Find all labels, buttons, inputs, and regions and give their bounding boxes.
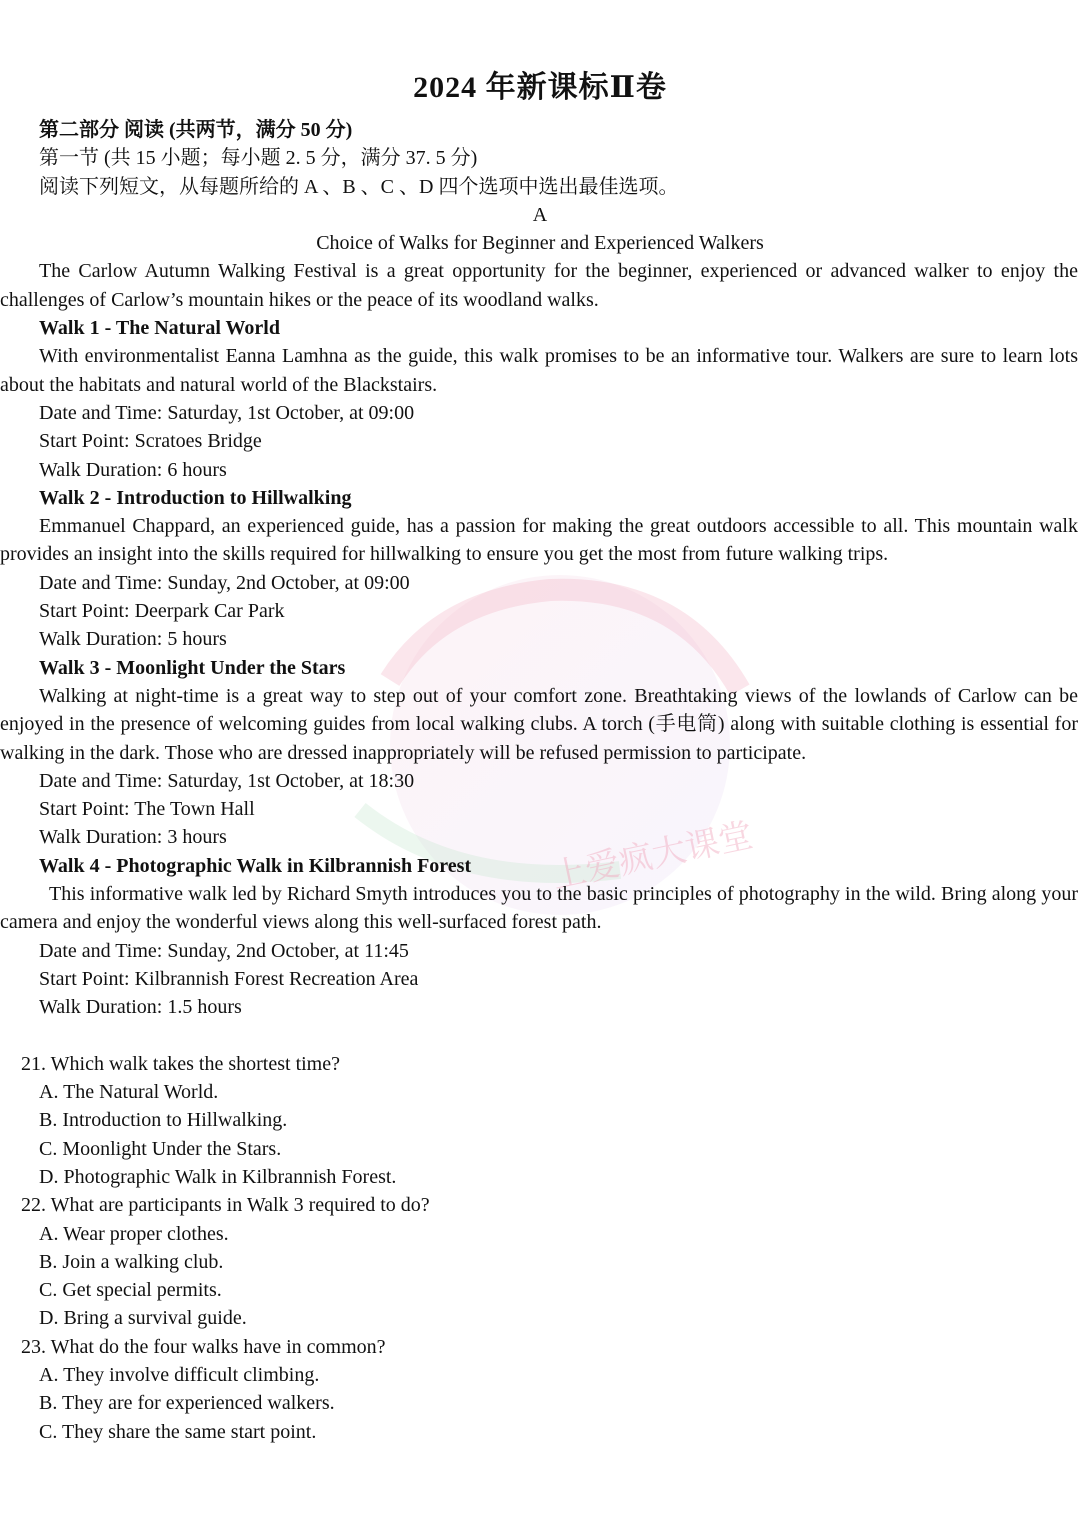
walk-description-text: This informative walk led by Richard Smyth introduces you to the basic principles of photography in the wild. Bring along your camera and enjoy the wonderful views along this well-surfaced forest path.: [0, 883, 1078, 934]
walk-heading: Walk 1 - The Natural World: [39, 317, 280, 340]
walk-duration: Walk Duration: 5 hours: [39, 628, 227, 651]
walk-duration: Walk Duration: 1.5 hours: [39, 996, 242, 1019]
walk-duration: Walk Duration: 3 hours: [39, 826, 227, 849]
walk-description: [0, 880, 1080, 937]
walk-description: [0, 682, 1080, 767]
question-stem: 21. Which walk takes the shortest time?: [21, 1052, 340, 1075]
walk-heading: Walk 2 - Introduction to Hillwalking: [39, 486, 352, 509]
question-stem: 22. What are participants in Walk 3 required to do?: [21, 1194, 430, 1217]
passage-label: A: [532, 203, 548, 226]
walk-start: Start Point: Kilbrannish Forest Recreation Area: [39, 967, 419, 990]
answer-option: B. Introduction to Hillwalking.: [39, 1109, 288, 1132]
walk-date: Date and Time: Saturday, 1st October, at 18:30: [39, 769, 415, 792]
walk-heading: Walk 3 - Moonlight Under the Stars: [39, 656, 346, 679]
walk-description-text: Emmanuel Chappard, an experienced guide, has a passion for making the great outdoors accessible to all. This mountain walk provides an insight into the skills required for hillwalking to ensure you get the most from future walking trips.: [0, 515, 1078, 566]
walk-description-text: With environmentalist Eanna Lamhna as the guide, this walk promises to be an informative tour. Walkers are sure to learn lots about the habitats and natural world of the Blackstairs.: [0, 345, 1078, 396]
passage-intro: [0, 257, 1080, 314]
passage-intro-text: The Carlow Autumn Walking Festival is a great opportunity for the beginner, experienced or advanced walker to enjoy the challenges of Carlow’s mountain hikes or the peace of its woodland walks.: [0, 260, 1078, 311]
answer-option: B. They are for experienced walkers.: [39, 1392, 335, 1415]
answer-option: A. Wear proper clothes.: [39, 1222, 229, 1245]
walk-duration: Walk Duration: 6 hours: [39, 458, 227, 481]
answer-option: C. Moonlight Under the Stars.: [39, 1137, 282, 1160]
spacer: [0, 1022, 1080, 1050]
answer-option: A. They involve difficult climbing.: [39, 1364, 320, 1387]
walk-date: Date and Time: Sunday, 2nd October, at 11:45: [39, 939, 409, 962]
walk-date: Date and Time: Saturday, 1st October, at 09:00: [39, 401, 415, 424]
instruction-text: 阅读下列短文，从每题所给的 A 、B 、C 、D 四个选项中选出最佳选项。: [39, 175, 679, 198]
answer-option: C. Get special permits.: [39, 1279, 222, 1302]
walk-start: Start Point: Scratoes Bridge: [39, 430, 262, 453]
exam-title: 2024 年新课标Ⅱ卷: [413, 71, 667, 104]
answer-option: C. They share the same start point.: [39, 1420, 317, 1443]
section-heading: 第一节 (共 15 小题；每小题 2. 5 分，满分 37. 5 分): [39, 147, 478, 170]
walk-start: Start Point: Deerpark Car Park: [39, 600, 285, 623]
answer-option: D. Photographic Walk in Kilbrannish Forest.: [39, 1165, 397, 1188]
walk-description: [0, 512, 1080, 569]
walk-description-text: Walking at night-time is a great way to step out of your comfort zone. Breathtaking views of the lowlands of Carlow can be enjoyed in the presence of welcoming guides from local walking clubs. A torch (手电筒) along with suitable clothing is essential for walking in the dark. Those who are dressed inappropriately will be refused permission to participate.: [0, 684, 1078, 764]
walk-heading: Walk 4 - Photographic Walk in Kilbrannish Forest: [39, 854, 472, 877]
answer-option: A. The Natural World.: [39, 1081, 219, 1104]
question-stem: 23. What do the four walks have in common?: [21, 1335, 386, 1358]
watermark-text: 上爱疯大课堂: [548, 815, 757, 897]
passage-title: Choice of Walks for Beginner and Experienced Walkers: [316, 232, 764, 255]
walk-date: Date and Time: Sunday, 2nd October, at 09:00: [39, 571, 410, 594]
walk-description: [0, 342, 1080, 399]
answer-option: D. Bring a survival guide.: [39, 1307, 247, 1330]
walk-start: Start Point: The Town Hall: [39, 798, 255, 821]
answer-option: B. Join a walking club.: [39, 1250, 224, 1273]
part-heading: 第二部分 阅读 (共两节，满分 50 分): [39, 119, 353, 141]
